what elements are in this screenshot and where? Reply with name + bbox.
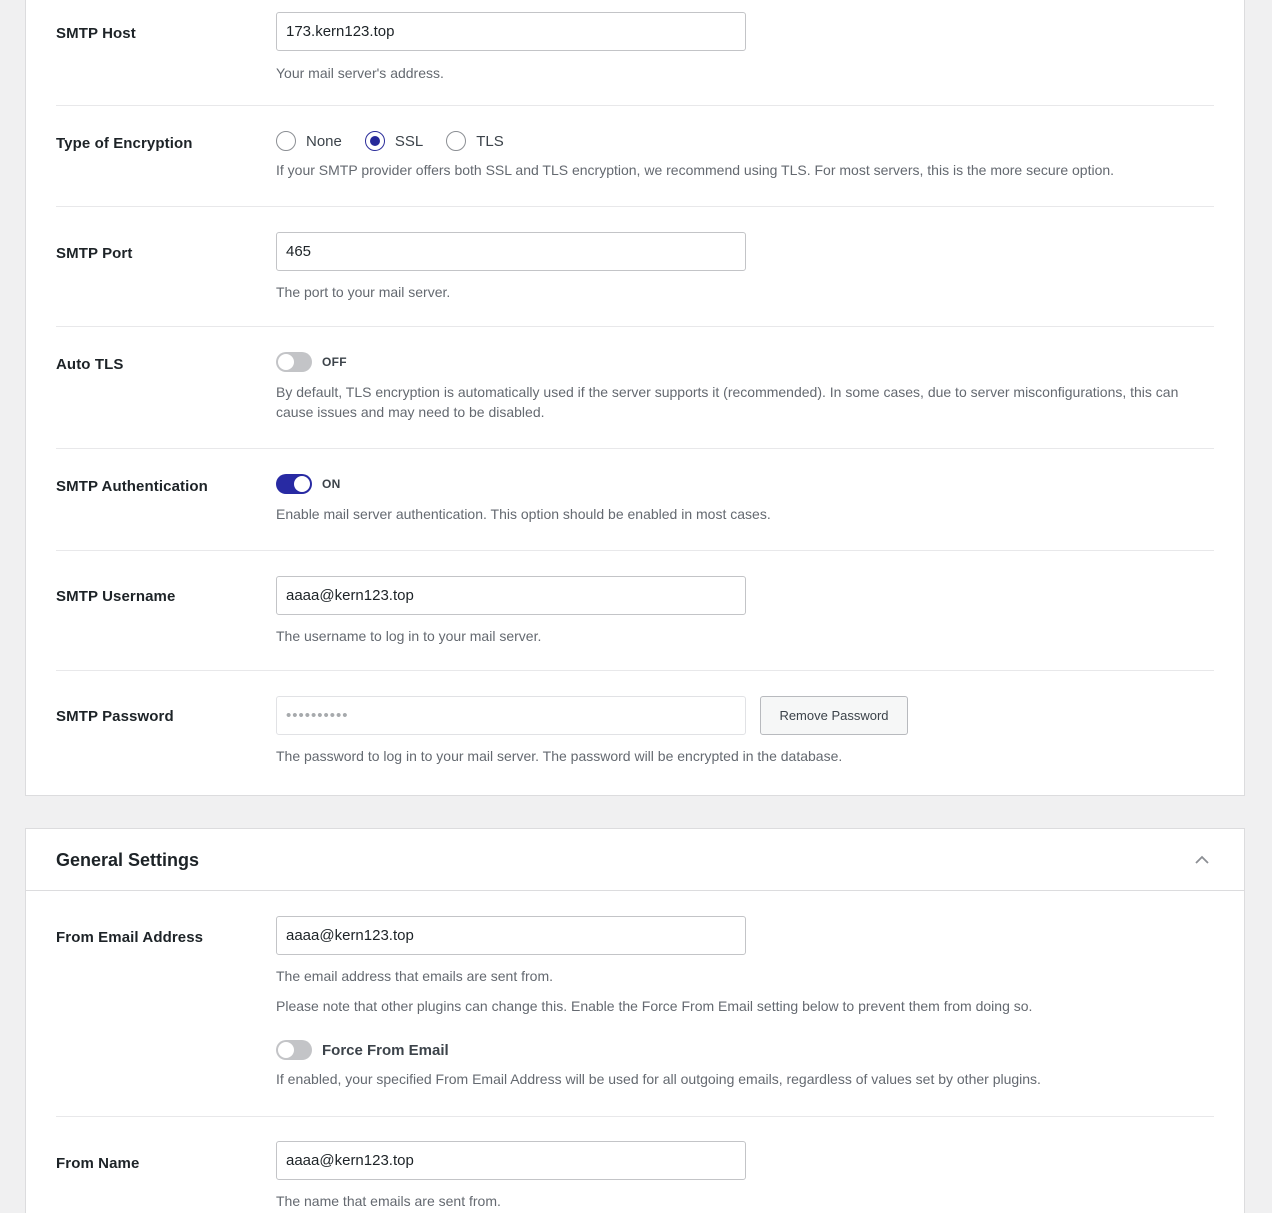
smtp-username-description: The username to log in to your mail server. (276, 628, 542, 644)
smtp-port-input[interactable] (276, 232, 746, 271)
smtp-username-label: SMTP Username (56, 588, 176, 605)
radio-tls[interactable] (446, 131, 466, 151)
from-email-note: Please note that other plugins can change this. Enable the Force From Email setting below to prevent them from doing so. (276, 998, 1033, 1014)
encryption-row (56, 106, 1214, 207)
smtp-auth-toggle[interactable] (276, 474, 312, 494)
smtp-password-label: SMTP Password (56, 708, 174, 725)
encryption-option-none-label: None (306, 132, 342, 150)
general-settings-card (25, 828, 1245, 1213)
from-name-label: From Name (56, 1155, 140, 1172)
smtp-auth-row (56, 449, 1214, 551)
from-email-input[interactable] (276, 916, 746, 955)
smtp-password-description: The password to log in to your mail server. The password will be encrypted in the database. (276, 748, 843, 764)
force-from-email-toggle[interactable] (276, 1040, 312, 1060)
smtp-host-input[interactable] (276, 12, 746, 51)
from-name-row (56, 1117, 1214, 1213)
smtp-host-row (56, 0, 1214, 106)
smtp-port-description: The port to your mail server. (276, 284, 451, 300)
smtp-username-input[interactable] (276, 576, 746, 615)
encryption-option-none[interactable] (276, 131, 342, 151)
from-email-label: From Email Address (56, 929, 204, 946)
smtp-auth-label: SMTP Authentication (56, 478, 208, 495)
encryption-option-ssl[interactable] (365, 131, 423, 151)
smtp-auth-state: ON (322, 477, 341, 491)
auto-tls-row (56, 327, 1214, 449)
chevron-up-icon[interactable] (1194, 853, 1210, 865)
force-from-email-label: Force From Email (322, 1041, 449, 1059)
smtp-auth-description: Enable mail server authentication. This option should be enabled in most cases. (276, 506, 771, 522)
smtp-settings-card (25, 0, 1245, 796)
encryption-label: Type of Encryption (56, 135, 193, 152)
smtp-port-row (56, 207, 1214, 327)
force-from-email-description: If enabled, your specified From Email Address will be used for all outgoing emails, regardless of values set by other plugins. (276, 1071, 1041, 1087)
smtp-host-description: Your mail server's address. (276, 65, 444, 81)
from-email-description: The email address that emails are sent from. (276, 968, 554, 984)
encryption-radio-group (276, 130, 1214, 152)
encryption-option-tls[interactable] (446, 131, 504, 151)
smtp-password-input[interactable] (276, 696, 746, 735)
smtp-host-label: SMTP Host (56, 25, 136, 42)
encryption-option-ssl-label: SSL (394, 132, 424, 150)
from-email-row (56, 891, 1214, 1117)
remove-password-button[interactable]: Remove Password (760, 696, 908, 735)
auto-tls-toggle[interactable] (276, 352, 312, 372)
radio-none[interactable] (276, 131, 296, 151)
auto-tls-state: OFF (322, 355, 347, 369)
radio-ssl[interactable] (365, 131, 385, 151)
from-name-description: The name that emails are sent from. (276, 1193, 501, 1209)
smtp-port-label: SMTP Port (56, 245, 133, 262)
general-settings-title: General Settings (56, 850, 200, 870)
encryption-description: If your SMTP provider offers both SSL and TLS encryption, we recommend using TLS. For most servers, this is the more secure option. (276, 162, 1115, 178)
auto-tls-description: By default, TLS encryption is automatically used if the server supports it (recommended). In some cases, due to server misconfigurations, this can cause issues and may need to be disabled. (276, 384, 1179, 420)
smtp-password-row (56, 671, 1214, 791)
smtp-username-row (56, 551, 1214, 671)
from-name-input[interactable] (276, 1141, 746, 1180)
auto-tls-label: Auto TLS (56, 356, 124, 373)
general-settings-header[interactable] (26, 829, 1244, 891)
encryption-option-tls-label: TLS (476, 132, 504, 150)
